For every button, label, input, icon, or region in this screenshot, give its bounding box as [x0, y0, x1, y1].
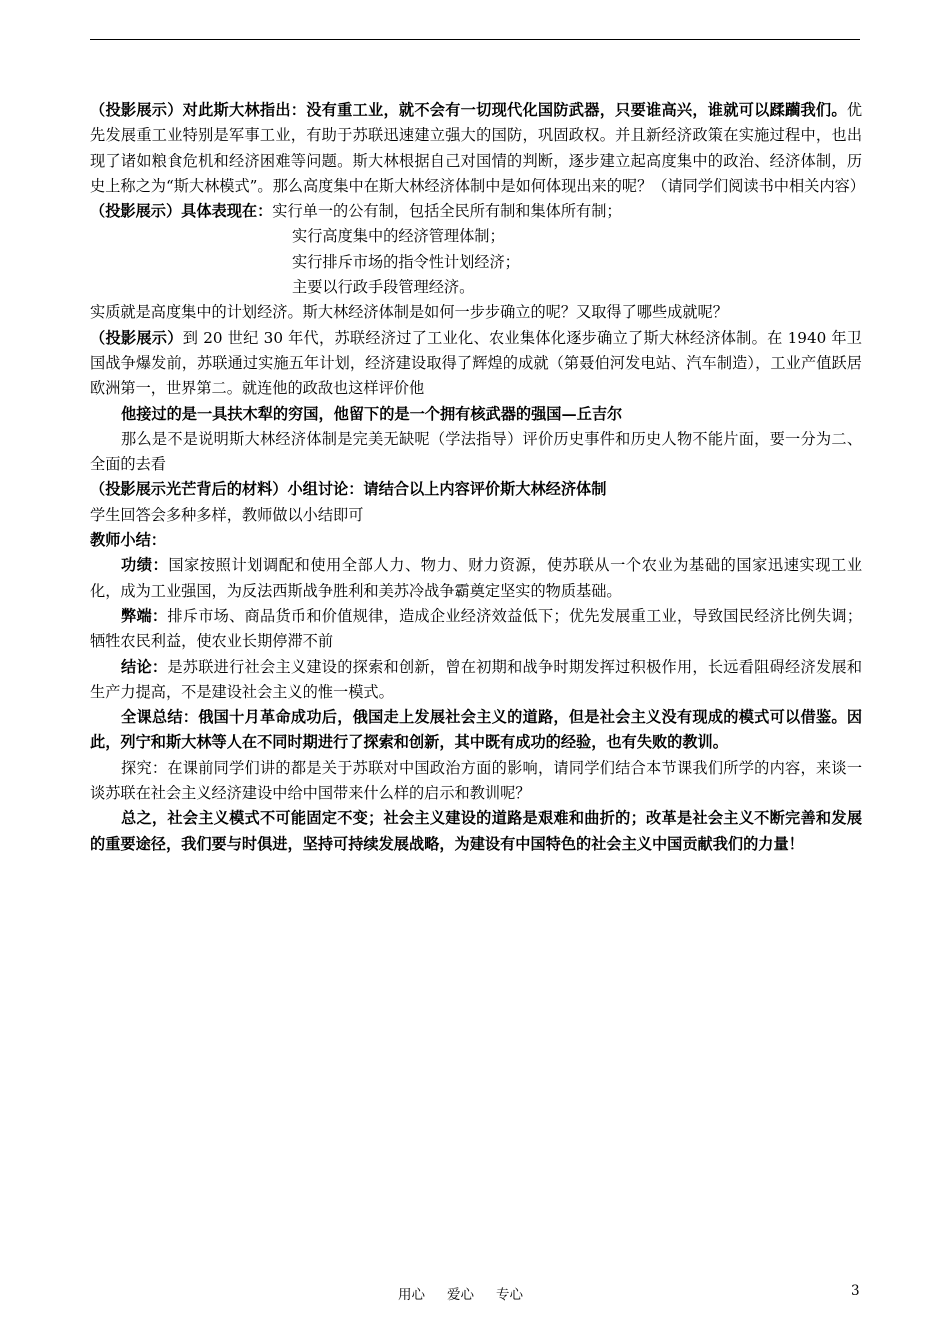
features-label: （投影展示）具体表现在： — [90, 202, 273, 221]
drawback-paragraph — [90, 604, 862, 655]
merit-paragraph — [90, 553, 862, 604]
page-number: 3 — [851, 1283, 860, 1299]
churchill-quote: 他接过的是一具扶木犁的穷国，他留下的是一个拥有核武器的强国—丘吉尔 — [121, 404, 623, 423]
conclusion-paragraph — [90, 655, 862, 706]
feature-item-4: 主要以行政手段管理经济。 — [292, 278, 475, 297]
footer-item-2: 爱心 — [447, 1287, 474, 1303]
closing-paragraph: 总之，社会主义模式不可能固定不变；社会主义建设的道路是艰难和曲折的；改革是社会主义不断完善和发展的重要途径，我们要与时俱进，坚持可持续发展战略，为建设有中国特色的社会主义中国贡献我们的力量！ — [90, 809, 862, 853]
merit-text: 国家按照计划调配和使用全部人力、物力、财力资源，使苏联从一个农业为基础的国家迅速实现工业化，成为工业强国，为反法西斯战争胜利和美苏冷战争霸奠定坚实的物质基础。 — [90, 556, 863, 600]
explore-paragraph: 探究：在课前同学们讲的都是关于苏联对中国政治方面的影响，请同学们结合本节课我们所学的内容，来谈一谈苏联在社会主义经济建设中给中国带来什么样的启示和教训呢？ — [90, 758, 862, 803]
footer-motto — [398, 1283, 545, 1303]
feature-item-2: 实行高度集中的经济管理体制； — [292, 227, 505, 246]
discussion-heading: （投影展示光芒背后的材料）小组讨论：请结合以上内容评价斯大林经济体制 — [90, 480, 607, 499]
achievement-paragraph — [90, 326, 862, 402]
features-block — [90, 199, 862, 300]
summary-heading: 教师小结： — [90, 531, 166, 550]
lesson-summary: 全课总结：俄国十月革命成功后，俄国走上发展社会主义的道路，但是社会主义没有现成的模式可以借鉴。因此，列宁和斯大林等人在不同时期进行了探索和创新，其中既有成功的经验，也有失败的教训。 — [90, 708, 862, 752]
feature-item-1: 实行单一的公有制，包括全民所有制和集体所有制； — [272, 202, 622, 221]
drawback-text: 排斥市场、商品货币和价值规律，造成企业经济效益低下；优先发展重工业，导致国民经济比例失调；牺牲农民利益，使农业长期停滞不前 — [90, 606, 863, 651]
feature-item-3: 实行排斥市场的指令性计划经济； — [292, 252, 520, 271]
guidance-paragraph: 那么是不是说明斯大林经济体制是完美无缺呢（学法指导）评价历史事件和历史人物不能片面，要一分为二、全面的去看 — [90, 429, 862, 474]
conclusion-label: 结论： — [121, 657, 168, 676]
drawback-label: 弊端： — [121, 606, 168, 625]
merit-label: 功绩： — [121, 556, 169, 575]
header-rule — [90, 39, 860, 40]
footer-item-3: 专心 — [496, 1287, 523, 1303]
achievement-label: （投影展示） — [90, 328, 183, 347]
heavy-industry-text: 优先发展重工业特别是军事工业，有助于苏联迅速建立强大的国防，巩固政权。并且新经济政策在实施过程中，也出现了诸如粮食危机和经济困难等问题。斯大林根据自己对国情的判断，逐步建立起高度集中的政治、经济体制，历史上称之为“斯大林模式”。那么高度集中在斯大林经济体制中是如何体现出来的呢？（请同学们阅读书中相关内容） — [90, 101, 865, 195]
achievement-text: 到 20 世纪 30 年代，苏联经济过了工业化、农业集体化逐步确立了斯大林经济体制。在 1940 年卫国战争爆发前，苏联通过实施五年计划，经济建设取得了辉煌的成就（第聂伯河发电站、汽车制造），工业产值跃居欧洲第一，世界第二。就连他的政敌也这样评价他 — [90, 328, 862, 398]
essence-paragraph: 实质就是高度集中的计划经济。斯大林经济体制是如何一步步确立的呢？又取得了哪些成就呢？ — [90, 303, 728, 322]
conclusion-text: 是苏联进行社会主义建设的探索和创新，曾在初期和战争时期发挥过积极作用，长远看阻碍经济发展和生产力提高，不是建设社会主义的惟一模式。 — [90, 657, 863, 701]
answers-paragraph: 学生回答会多种多样，教师做以小结即可 — [90, 505, 364, 524]
paragraph-stalin-quote — [90, 98, 865, 199]
stalin-quote: （投影展示）对此斯大林指出：没有重工业，就不会有一切现代化国防武器，只要谁高兴，谁就可以蹂躏我们。 — [90, 101, 847, 119]
document-body — [90, 98, 865, 857]
footer-item-1: 用心 — [398, 1287, 425, 1303]
